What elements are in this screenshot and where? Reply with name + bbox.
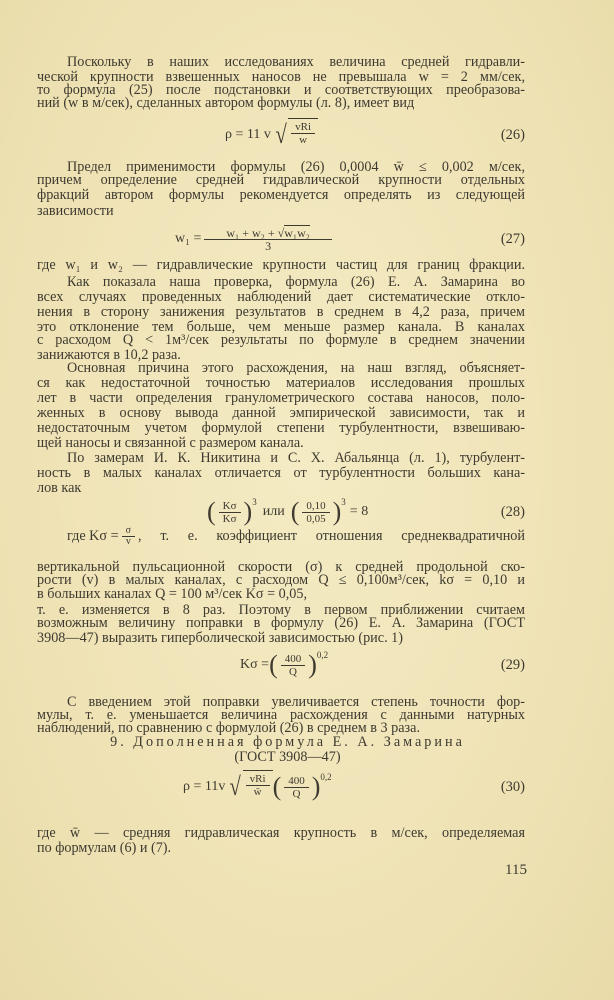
text-line-with-fraction — [67, 524, 525, 547]
fraction — [284, 775, 309, 800]
exponent: 3 — [341, 497, 346, 507]
fraction — [122, 526, 135, 547]
fraction — [219, 500, 241, 525]
text-line: Предел применимости формулы (26) 0,0004 w̄ ≤ 0,002 м/сек, — [67, 159, 525, 175]
text-line: По замерам И. К. Никитина и С. Х. Абальянца (л. 1), турбулент- — [67, 450, 525, 466]
text-line: ся как недостаточной точностью материалов исследования прошлых — [37, 375, 525, 391]
text-line: вертикальной пульсационной скорости (σ) к средней продольной ско- — [37, 559, 525, 575]
numerator: w₁ + w₂ + √w₁w₂ — [204, 227, 332, 240]
text-line: нения в сторону занижения результатов в среднем в 4,2 раза, причем — [37, 304, 525, 320]
equation-number: (26) — [500, 126, 525, 143]
fraction — [246, 773, 270, 798]
text-line: ность в малых каналах отличается от турбулентности больших кана- — [37, 465, 525, 481]
root-term: w₁w₂ — [284, 225, 310, 240]
text-line: мулы, т. е. уменьшается величина расхождения с данными натурных — [37, 707, 525, 723]
denominator: v — [125, 535, 131, 547]
text-line: т. е. изменяется в 8 раз. Поэтому в первом приближении считаем — [37, 602, 525, 618]
denominator: w̄ — [253, 786, 262, 798]
text-line: ний (w в м/сек), сделанных автором формулы (л. 8), имеет вид — [37, 95, 415, 111]
denominator: 3 — [265, 238, 272, 253]
formula-27 — [175, 222, 335, 256]
paren-open: ( — [207, 497, 216, 526]
radicand — [243, 770, 273, 798]
numerator: vRi — [291, 121, 315, 134]
formula-29 — [240, 648, 328, 682]
section-heading: 9. Дополненная формула Е. А. Замарина — [110, 734, 465, 750]
numerator: 400 — [281, 653, 306, 666]
text-line: занижаются в 10,2 раза. — [37, 347, 181, 363]
fraction — [281, 653, 306, 678]
text-line: лов как — [37, 480, 82, 496]
denominator: w — [299, 134, 308, 146]
text-line: наблюдений, по сравнению с формулой (26) в среднем в 3 раза. — [37, 720, 420, 736]
text-line: зависимости — [37, 203, 114, 219]
numerator-sum: w₁ + w₂ + — [226, 225, 275, 240]
paren-close: ) — [308, 650, 317, 679]
equation-number: (29) — [500, 656, 525, 673]
formula-rhs: = 8 — [349, 504, 369, 519]
text-line: в больших каналах Q = 100 м³/сек Kσ = 0,05, — [37, 586, 307, 602]
paren-open: ( — [272, 772, 282, 801]
formula-28 — [207, 495, 368, 529]
text-line: женных в основу вывода данной эмпирической зависимости, так и — [37, 405, 525, 421]
denominator: Kσ — [222, 512, 237, 525]
formula-lhs: ρ = 11v — [183, 779, 226, 794]
sqrt-symbol: √ — [229, 772, 242, 801]
text-line: возможным величину поправки в формулу (26) Е. А. Замарина (ГОСТ — [37, 615, 525, 631]
text-line: где w̄ — средняя гидравлическая крупность в м/сек, определяемая — [37, 825, 525, 841]
text-line: Поскольку в наших исследованиях величина средней гидравли- — [67, 54, 525, 70]
numerator: vRi — [246, 773, 270, 786]
numerator: 0,10 — [302, 500, 329, 513]
denominator: Q — [292, 787, 301, 800]
text-line: ческой крупности взвешенных наносов не превышала w = 2 мм/сек, — [37, 69, 525, 85]
text-line: С введением этой поправки увеличивается степень точности фор- — [67, 694, 525, 710]
numerator: σ — [122, 526, 135, 537]
text-line: Как показала наша проверка, формула (26) Е. А. Замарина во — [67, 274, 525, 290]
text-line: то формула (25) после подстановки и соответствующих преобразова- — [37, 82, 525, 98]
paren-open: ( — [290, 497, 300, 526]
conjunction: или — [262, 504, 285, 519]
fraction — [291, 121, 315, 146]
text-rest: , т. е. коэффициент отношения среднеквадратичной — [138, 528, 525, 544]
text-line: 3908—47) выразить гиперболической зависимостью (рис. 1) — [37, 630, 403, 646]
equation-number: (28) — [500, 503, 525, 520]
page-number: 115 — [505, 862, 527, 878]
paren-open: ( — [269, 650, 278, 679]
text-line: Основная причина этого расхождения, на наш взгляд, объясняет- — [67, 360, 525, 376]
denominator: 0,05 — [306, 512, 326, 525]
paren-close: ) — [311, 772, 321, 801]
fraction — [204, 227, 332, 252]
text-line: по формулам (6) и (7). — [37, 840, 172, 856]
text-line: причем определение средней гидравлической крупности отдельных — [37, 172, 525, 188]
paren-close: ) — [243, 497, 253, 526]
text-line: рости (v) в малых каналах, с расходом Q ≤ 0,100м³/сек, kσ = 0,10 и — [37, 572, 525, 588]
paren-close: ) — [332, 497, 342, 526]
formula-30 — [183, 770, 332, 804]
text-line: недостаточным учетом формулой степени турбулентности, взвешиваю- — [37, 420, 525, 436]
text-line: лет в части определения гранулометрического состава наносов, поло- — [37, 390, 525, 406]
numerator: Kσ — [219, 500, 241, 513]
exponent: 3 — [252, 497, 257, 507]
fraction — [302, 500, 329, 525]
text-line: фракций автором формулы рекомендуется определять из следующей — [37, 187, 525, 203]
formula-26 — [225, 118, 318, 152]
text-lead: где Kσ = — [67, 528, 119, 544]
section-subheading: (ГОСТ 3908—47) — [234, 749, 341, 765]
text-line: щей наносы и связанной с размером канала. — [37, 435, 304, 451]
text-line: это отклонение тем больше, чем меньше размер канала. В каналах — [37, 319, 525, 335]
text-line: с расходом Q < 1м³/сек результаты по формуле в среднем значении — [37, 332, 525, 348]
exponent: 0,2 — [316, 650, 329, 660]
numerator: 400 — [284, 775, 309, 788]
radicand — [288, 118, 318, 146]
text-line: где w₁ и w₂ — гидравлические крупности частиц для границ фракции. — [37, 257, 525, 273]
sqrt-symbol: √ — [275, 120, 287, 149]
exponent: 0,2 — [320, 772, 332, 782]
text-line: всех случаях проведенных наблюдений дает систематические откло- — [37, 289, 525, 305]
equation-number: (27) — [500, 230, 525, 247]
formula-lhs: ρ = 11 v — [225, 127, 271, 142]
formula-lhs: Kσ = — [240, 657, 270, 672]
equation-number: (30) — [500, 778, 525, 795]
denominator: Q — [289, 665, 297, 678]
formula-lhs: w₁ = — [175, 231, 202, 246]
